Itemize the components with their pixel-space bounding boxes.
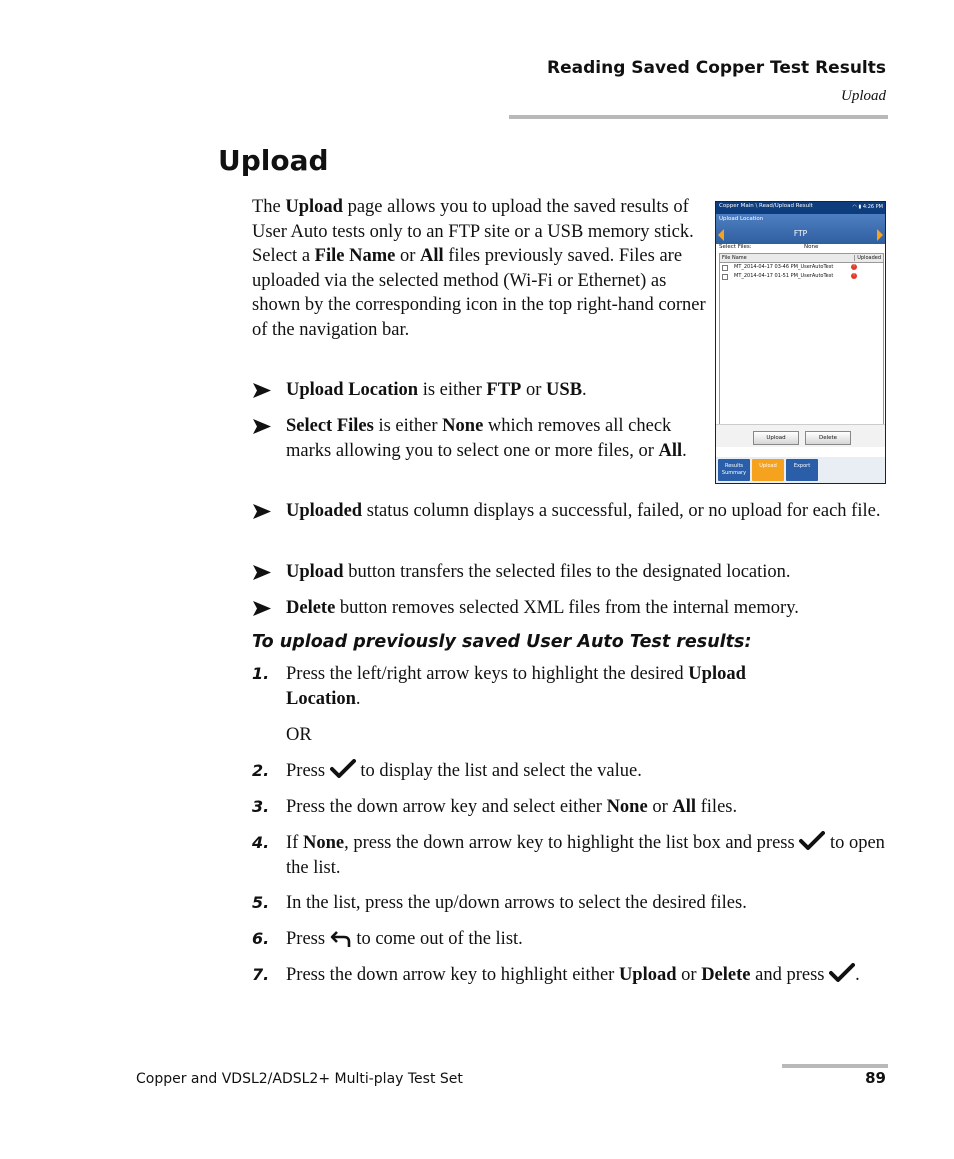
file-name: MT_2014-04-17 03-46 PM_UserAutoTest [734,264,834,270]
chapter-title: Reading Saved Copper Test Results [547,58,886,78]
file-checkbox[interactable] [722,265,728,271]
step-1: 1. Press the left/right arrow keys to highlight the desired Upload Location. OR [252,662,888,748]
bullet-select-files: Select Files is either None which removes all check marks allowing you to select one or more files, or All. [252,414,702,463]
step-2: 2. Press to display the list and select the value. [252,759,888,784]
wifi-icon: ◠ ▮ 4:26 PM [852,204,883,210]
page-heading: Upload [218,144,329,177]
bullet-arrow-icon [252,503,272,520]
header-rule [509,115,888,119]
bullet-delete-button: Delete button removes selected XML files from the internal memory. [252,596,888,621]
step-number: 1. [252,664,270,683]
device-breadcrumb: Copper Main \ Read/Upload Result [719,203,813,209]
step-number: 3. [252,797,270,816]
device-time: 4:26 PM [862,204,883,210]
step-7: 7. Press the down arrow key to highlight either Upload or Delete and press . [252,963,888,988]
step-1-or: OR [286,725,312,745]
step-number: 7. [252,965,270,984]
tab-results-summary[interactable]: Results Summary [718,459,750,481]
file-row[interactable] [720,272,883,281]
checkmark-key-icon [799,831,825,851]
select-files-label: Select Files: [719,244,752,250]
select-files-value[interactable]: None [804,244,819,250]
col-file-name: File Name [722,255,747,261]
footer-rule [782,1064,888,1068]
upload-location-value: FTP [793,229,808,238]
checkmark-key-icon [829,963,855,983]
col-uploaded: Uploaded [854,255,881,261]
section-subtitle: Upload [841,88,886,104]
footer-product-name: Copper and VDSL2/ADSL2+ Multi-play Test Set [136,1071,463,1087]
file-checkbox[interactable] [722,274,728,280]
checkmark-key-icon [330,759,356,779]
step-number: 2. [252,761,270,780]
bullet-uploaded: Uploaded status column displays a successful, failed, or no upload for each file. [252,499,888,524]
return-key-icon [330,930,352,948]
file-name: MT_2014-04-17 01-51 PM_UserAutoTest [734,273,834,279]
file-list [719,253,884,426]
device-button-bar [716,424,885,447]
device-tab-bar [716,457,885,483]
step-number: 5. [252,893,270,912]
tab-upload[interactable]: Upload [752,459,784,481]
bullet-arrow-icon [252,418,272,435]
failed-status-icon: ! [851,273,857,279]
upload-location-label: Upload Location [719,216,764,222]
file-list-header [720,254,883,263]
step-3: 3. Press the down arrow key and select either None or All files. [252,795,888,820]
tab-export[interactable]: Export [786,459,818,481]
step-6: 6. Press to come out of the list. [252,927,888,952]
device-title-bar [716,202,885,214]
bullet-upload-button: Upload button transfers the selected files to the designated location. [252,560,888,585]
upload-location-selector[interactable] [716,214,885,244]
bullet-arrow-icon [252,600,272,617]
step-number: 6. [252,929,270,948]
procedure-title: To upload previously saved User Auto Test results: [252,632,752,652]
right-arrow-icon[interactable] [877,229,883,241]
page-number: 89 [865,1069,886,1087]
intro-paragraph: The Upload page allows you to upload the saved results of User Auto tests only to an FTP site or a USB memory stick. Select a File Name or All files previously saved. Files are uploaded via the selected method (Wi-Fi or Ethernet) as shown by the corresponding icon in the top right-hand corner of the navigation bar. [252,197,706,340]
step-4: 4. If None, press the down arrow key to highlight the list box and press to open the list. [252,833,885,878]
step-number: 4. [252,833,270,852]
bullet-upload-location: Upload Location is either FTP or USB. [252,378,702,403]
file-row[interactable] [720,263,883,272]
bullet-arrow-icon [252,564,272,581]
failed-status-icon: ! [851,264,857,270]
upload-button[interactable]: Upload [753,431,799,445]
step-5: 5. In the list, press the up/down arrows to select the desired files. [252,891,888,916]
bullet-arrow-icon [252,382,272,399]
device-screenshot [715,201,886,484]
delete-button[interactable]: Delete [805,431,851,445]
